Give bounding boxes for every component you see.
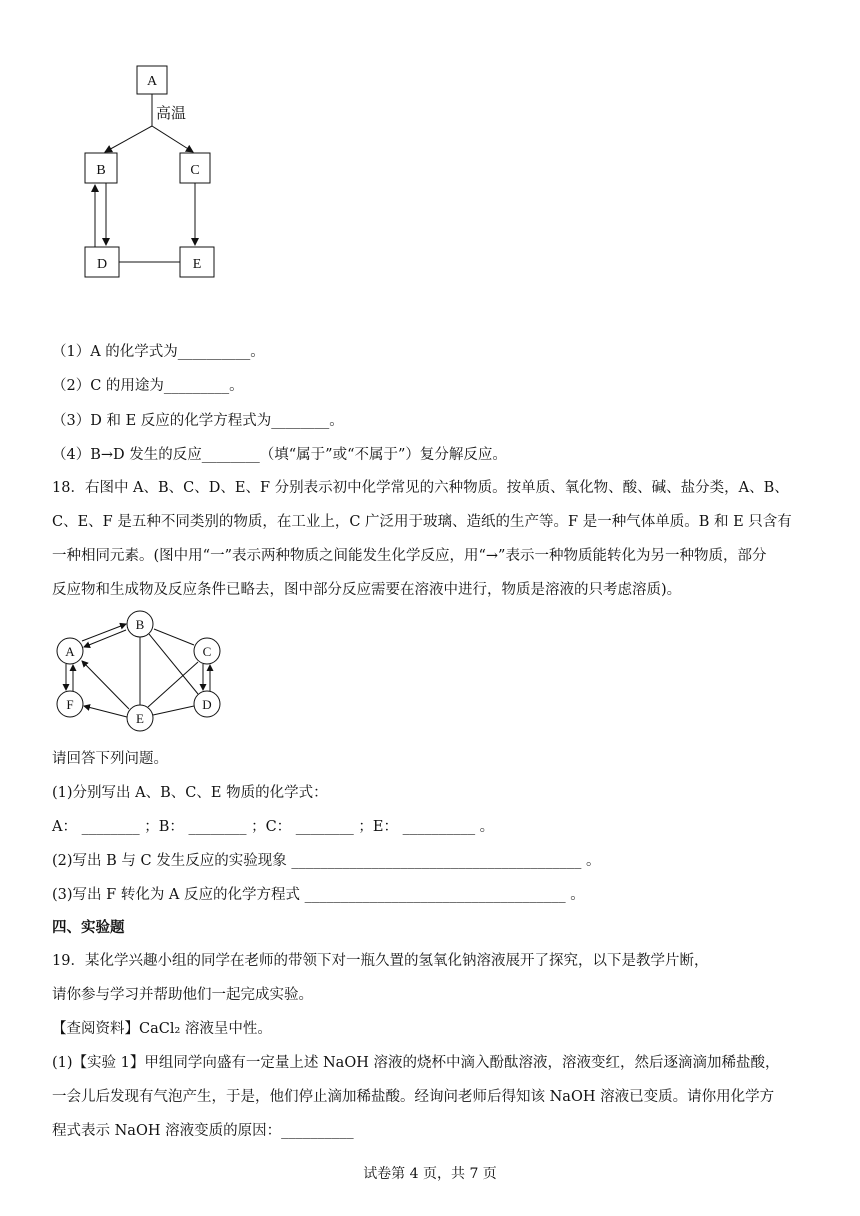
q17-part2: （2）C 的用途为_________。 <box>52 378 244 394</box>
arrow-a-to-c <box>152 126 193 152</box>
section-title: 四、实验题 <box>52 919 125 936</box>
node-circle-f <box>57 691 83 717</box>
node-box-a <box>137 66 167 94</box>
q18-answers: A： ________ ；B： ________ ；C： ________ ；E： __________ 。 <box>52 819 495 835</box>
q17-part3: （3）D 和 E 反应的化学方程式为________。 <box>52 413 344 429</box>
node-label-d: D <box>96 257 108 272</box>
reaction-diagram-2 <box>0 605 300 735</box>
node-circle-d <box>194 691 220 717</box>
node-label-b: B <box>96 163 106 178</box>
q18-sub1: (1)分别写出 A、B、C、E 物质的化学式： <box>52 785 328 801</box>
q18-text-line1: 18．右图中 A、B、C、D、E、F 分别表示初中化学常见的六种物质。按单质、氧化物、酸、碱、盐分类，A、B、 <box>52 480 789 496</box>
node-box-c <box>180 153 210 183</box>
node-box-e <box>180 247 214 277</box>
line-b-d <box>149 634 198 694</box>
node2-label-b: B <box>135 617 145 632</box>
node2-label-d: D <box>202 697 212 712</box>
arrow-e-to-a <box>82 661 129 709</box>
node2-label-f: F <box>66 697 74 712</box>
node-label-e: E <box>192 257 202 272</box>
arrow-a-to-b <box>105 126 152 152</box>
node2-label-e: E <box>136 711 144 726</box>
node-label-c: C <box>190 163 200 178</box>
q17-part4: （4）B→D 发生的反应________（填“属于”或“不属于”）复分解反应。 <box>52 447 507 463</box>
reaction-diagram-1 <box>0 0 860 300</box>
q18-sub3: (3)写出 F 转化为 A 反应的化学方程式 ____________________________________ 。 <box>52 887 585 903</box>
q19-line1: 19．某化学兴趣小组的同学在老师的带领下对一瓶久置的氢氧化钠溶液展开了探究，以下是教学片断， <box>52 953 709 969</box>
line-e-d <box>153 706 194 715</box>
node-label-a: A <box>146 74 158 89</box>
edge-label-high-temp: 高温 <box>156 104 187 122</box>
q18-text-line4: 反应物和生成物及反应条件已略去，图中部分反应需要在溶液中进行，物质是溶液的只考虑溶质)。 <box>52 582 682 598</box>
q18-text-line2: C、E、F 是五种不同类别的物质，在工业上，C 广泛用于玻璃、造纸的生产等。F 是一种气体单质。B 和 E 只含有 <box>52 514 792 530</box>
node2-label-c: C <box>202 644 212 659</box>
node-circle-b <box>127 611 153 637</box>
q19-line5: 一会儿后发现有气泡产生，于是，他们停止滴加稀盐酸。经询问老师后得知该 NaOH 溶液已变质。请你用化学方 <box>52 1089 775 1105</box>
node-circle-e <box>127 705 153 731</box>
q18-prompt: 请回答下列问题。 <box>52 751 168 767</box>
line-b-c <box>154 629 194 645</box>
q19-line6: 程式表示 NaOH 溶液变质的原因：__________ <box>52 1123 354 1139</box>
node-circle-c <box>194 638 220 664</box>
node-circle-a <box>57 638 83 664</box>
page-footer: 试卷第 4 页，共 7 页 <box>363 1166 497 1182</box>
arrow-e-to-f <box>84 706 127 717</box>
q18-text-line3: 一种相同元素。(图中用“一”表示两种物质之间能发生化学反应，用“→”表示一种物质能转化为另一种物质，部分 <box>52 548 767 564</box>
q19-line2: 请你参与学习并帮助他们一起完成实验。 <box>52 987 313 1003</box>
node-box-b <box>85 153 117 183</box>
q17-part1: （1）A 的化学式为__________。 <box>52 344 265 360</box>
node2-label-a: A <box>65 644 75 659</box>
q18-sub2: (2)写出 B 与 C 发生反应的实验现象 ________________________________________ 。 <box>52 853 601 869</box>
q19-line3: 【查阅资料】CaCl₂ 溶液呈中性。 <box>52 1021 272 1037</box>
node-box-d <box>85 247 119 277</box>
q19-line4: (1)【实验 1】甲组同学向盛有一定量上述 NaOH 溶液的烧杯中滴入酚酞溶液，溶液变红，然后逐滴滴加稀盐酸， <box>52 1055 780 1071</box>
